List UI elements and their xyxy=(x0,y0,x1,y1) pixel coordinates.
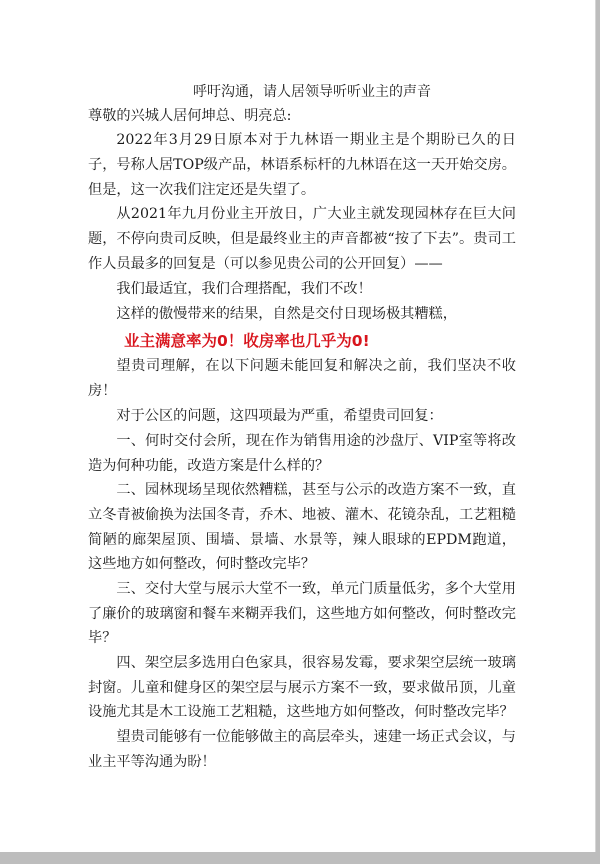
paragraph-delivery-date: 2022年3月29日原本对于九林语一期业主是个期盼已久的日子，号称人居TOP级产品，林语系标杆的九林语在这一天开始交房。但是，这一次我们注定还是失望了。 xyxy=(88,132,516,198)
letter-salutation: 尊敬的兴城人居何坤总、明亮总: xyxy=(88,108,292,124)
paragraph-landscape-issues: 从2021年九月份业主开放日，广大业主就发现园林存在巨大问题，不停向贵司反映，但是最终业主的声音都被“按了下去”。贵司工作人员最多的回复是（可以参见贵公司的公开回复）—— xyxy=(88,206,516,272)
paragraph-four-issues-intro: 对于公区的问题，这四项最为严重，希望贵司回复： xyxy=(116,407,443,424)
paragraph-quoted-reply: 我们最适宜，我们合理搭配，我们不改！ xyxy=(116,280,372,297)
paragraph-issue-lobby: 三、交付大堂与展示大堂不一致，单元门质量低劣，多个大堂用了廉价的玻璃窗和餐车来糊弄我们，这些地方如何整改，何时整改完毕？ xyxy=(88,580,516,647)
letter-title: 呼吁沟通，请人居领导听听业主的声音 xyxy=(193,84,431,100)
paragraph-refuse-handover: 望贵司理解，在以下问题未能回复和解决之前，我们坚决不收房！ xyxy=(88,358,516,400)
paragraph-issue-clubhouse: 一、何时交付会所，现在作为销售用途的沙盘厅、VIP室等将改造为何种功能，改造方案是什么样的？ xyxy=(88,432,516,474)
paragraph-closing-request: 望贵司能够有一位能够做主的高层牵头，速建一场正式会议，与业主平等沟通为盼！ xyxy=(88,728,516,770)
letter-body xyxy=(88,80,516,775)
paragraph-result: 这样的傲慢带来的结果，自然是交付日现场极其糟糕， xyxy=(116,305,457,322)
highlight-satisfaction: 业主满意率为0！收房率也几乎为0! xyxy=(124,332,370,351)
paragraph-issue-stilt-floor: 四、架空层多选用白色家具，很容易发霉，要求架空层统一玻璃封窗。儿童和健身区的架空层与展示方案不一致，要求做吊顶，儿童设施尤其是木工设施工艺粗糙，这些地方如何整改，何时整改完毕？ xyxy=(88,655,516,721)
paragraph-issue-landscape: 二、园林现场呈现依然糟糕，甚至与公示的改造方案不一致，直立冬青被偷换为法国冬青，乔木、地被、灌木、花镜杂乱，工艺粗糙简陋的廊架屋顶、围墙、景墙、水景等，辣人眼球的EPDM跑道，这些地方如何整改，何时整改完毕？ xyxy=(88,482,516,573)
